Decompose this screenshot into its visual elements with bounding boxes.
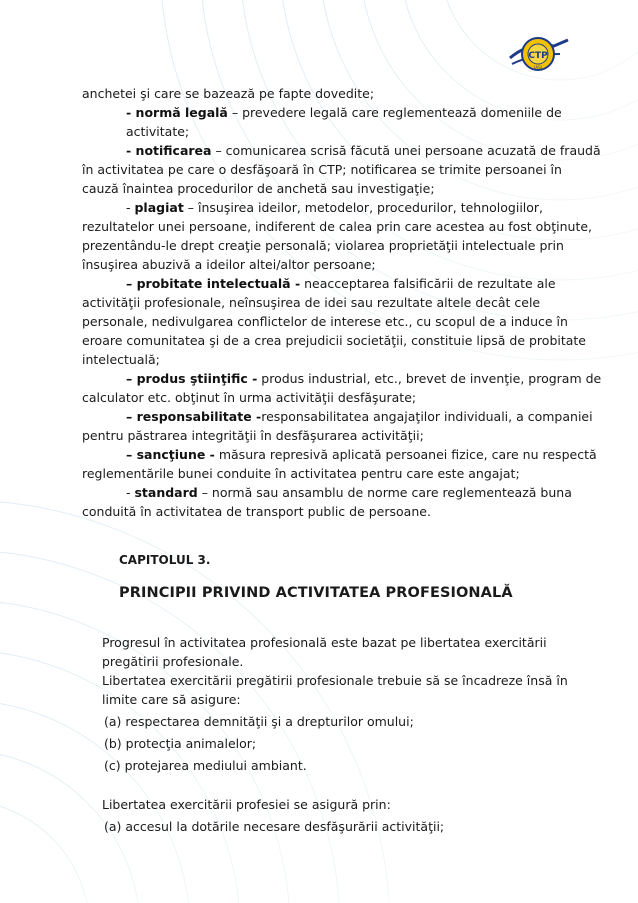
list-item: (c) protejarea mediului ambiant. xyxy=(104,758,307,773)
def-sanctiune: – sancţiune - măsura represivă aplicată persoanei fizice, care nu respectă reglementările bunei conduite în activitatea pentru care este angajat; xyxy=(82,447,597,481)
term-sanctiune: sancţiune - xyxy=(136,447,215,462)
list-item: (b) protecţia animalelor; xyxy=(104,736,257,751)
term-standard: standard xyxy=(134,485,198,500)
ctp-logo xyxy=(508,28,570,80)
term-norma-legala: - normă legală xyxy=(126,105,228,120)
def-notificare: - notificarea – comunicarea scrisă făcută unei persoane acuzată de fraudă în activitatea pe care o desfăşoară în CTP; notificarea se trimite persoanei în cauză înaintea procedurilor de anchetă sau investigaţie; xyxy=(82,143,601,196)
def-responsabilitate: – responsabilitate -responsabilitatea angajaţilor individuali, a companiei pentru păstrarea integrităţii în desfăşurarea activităţii; xyxy=(82,409,593,443)
def-norma-legala: - normă legală – prevedere legală care reglementează domeniile de activitate; xyxy=(126,105,562,139)
paragraph-libertate: Libertatea exercitării pregătirii profesionale trebuie să se încadreze însă în limite care să asigure: xyxy=(102,673,568,707)
paragraph-libertate-profesie: Libertatea exercitării profesiei se asigură prin: xyxy=(102,797,391,812)
logo-ring-text: IAŞI xyxy=(534,65,542,70)
chapter-title: PRINCIPII PRIVIND ACTIVITATEA PROFESIONALĂ xyxy=(119,585,513,601)
def-probitate: – probitate intelectuală - neacceptarea falsificării de rezultate ale activităţii profesionale, neînsuşirea de idei sau rezultate altele decât cele personale, nedivulgarea conflictelor de interese etc., cu scopul de a induce în eroare comunitatea şi de a crea prejudicii societăţii, constituie lipsă de probitate intelectuală; xyxy=(82,276,586,367)
intro-line: anchetei şi care se bazează pe fapte dovedite; xyxy=(82,86,375,101)
chapter-label: CAPITOLUL 3. xyxy=(119,553,211,567)
list-item: (a) respectarea demnităţii şi a drepturilor omului; xyxy=(104,714,414,729)
document-body xyxy=(82,84,602,839)
logo-text: CTP xyxy=(528,51,548,61)
term-notificare: - notificarea xyxy=(126,143,212,158)
def-standard: - standard – normă sau ansamblu de norme care reglementează buna conduită în activitatea de transport public de persoane. xyxy=(82,485,572,519)
paragraph-progres: Progresul în activitatea profesională este bazat pe libertatea exercitării pregătirii profesionale. xyxy=(102,635,547,669)
def-plagiat: - plagiat – însuşirea ideilor, metodelor, procedurilor, tehnologiilor, rezultatelor unei persoane, indiferent de calea prin care acestea au fost obţinute, prezentându-le drept creaţie personală; violarea proprietăţii intelectuale prin însuşirea abuzivă a ideilor altei/altor persoane; xyxy=(82,200,593,272)
term-probitate: probitate intelectuală - xyxy=(136,276,301,291)
def-produs-stiintific: – produs ştiinţific - produs industrial, etc., brevet de invenţie, program de calculator etc. obţinut în urma activităţii desfăşurate; xyxy=(82,371,602,405)
term-responsabilitate: responsabilitate - xyxy=(136,409,262,424)
list-item: (a) accesul la dotările necesare desfăşurării activităţii; xyxy=(104,819,445,834)
term-produs-stiintific: produs ştiinţific - xyxy=(136,371,258,386)
term-plagiat: plagiat xyxy=(134,200,184,215)
